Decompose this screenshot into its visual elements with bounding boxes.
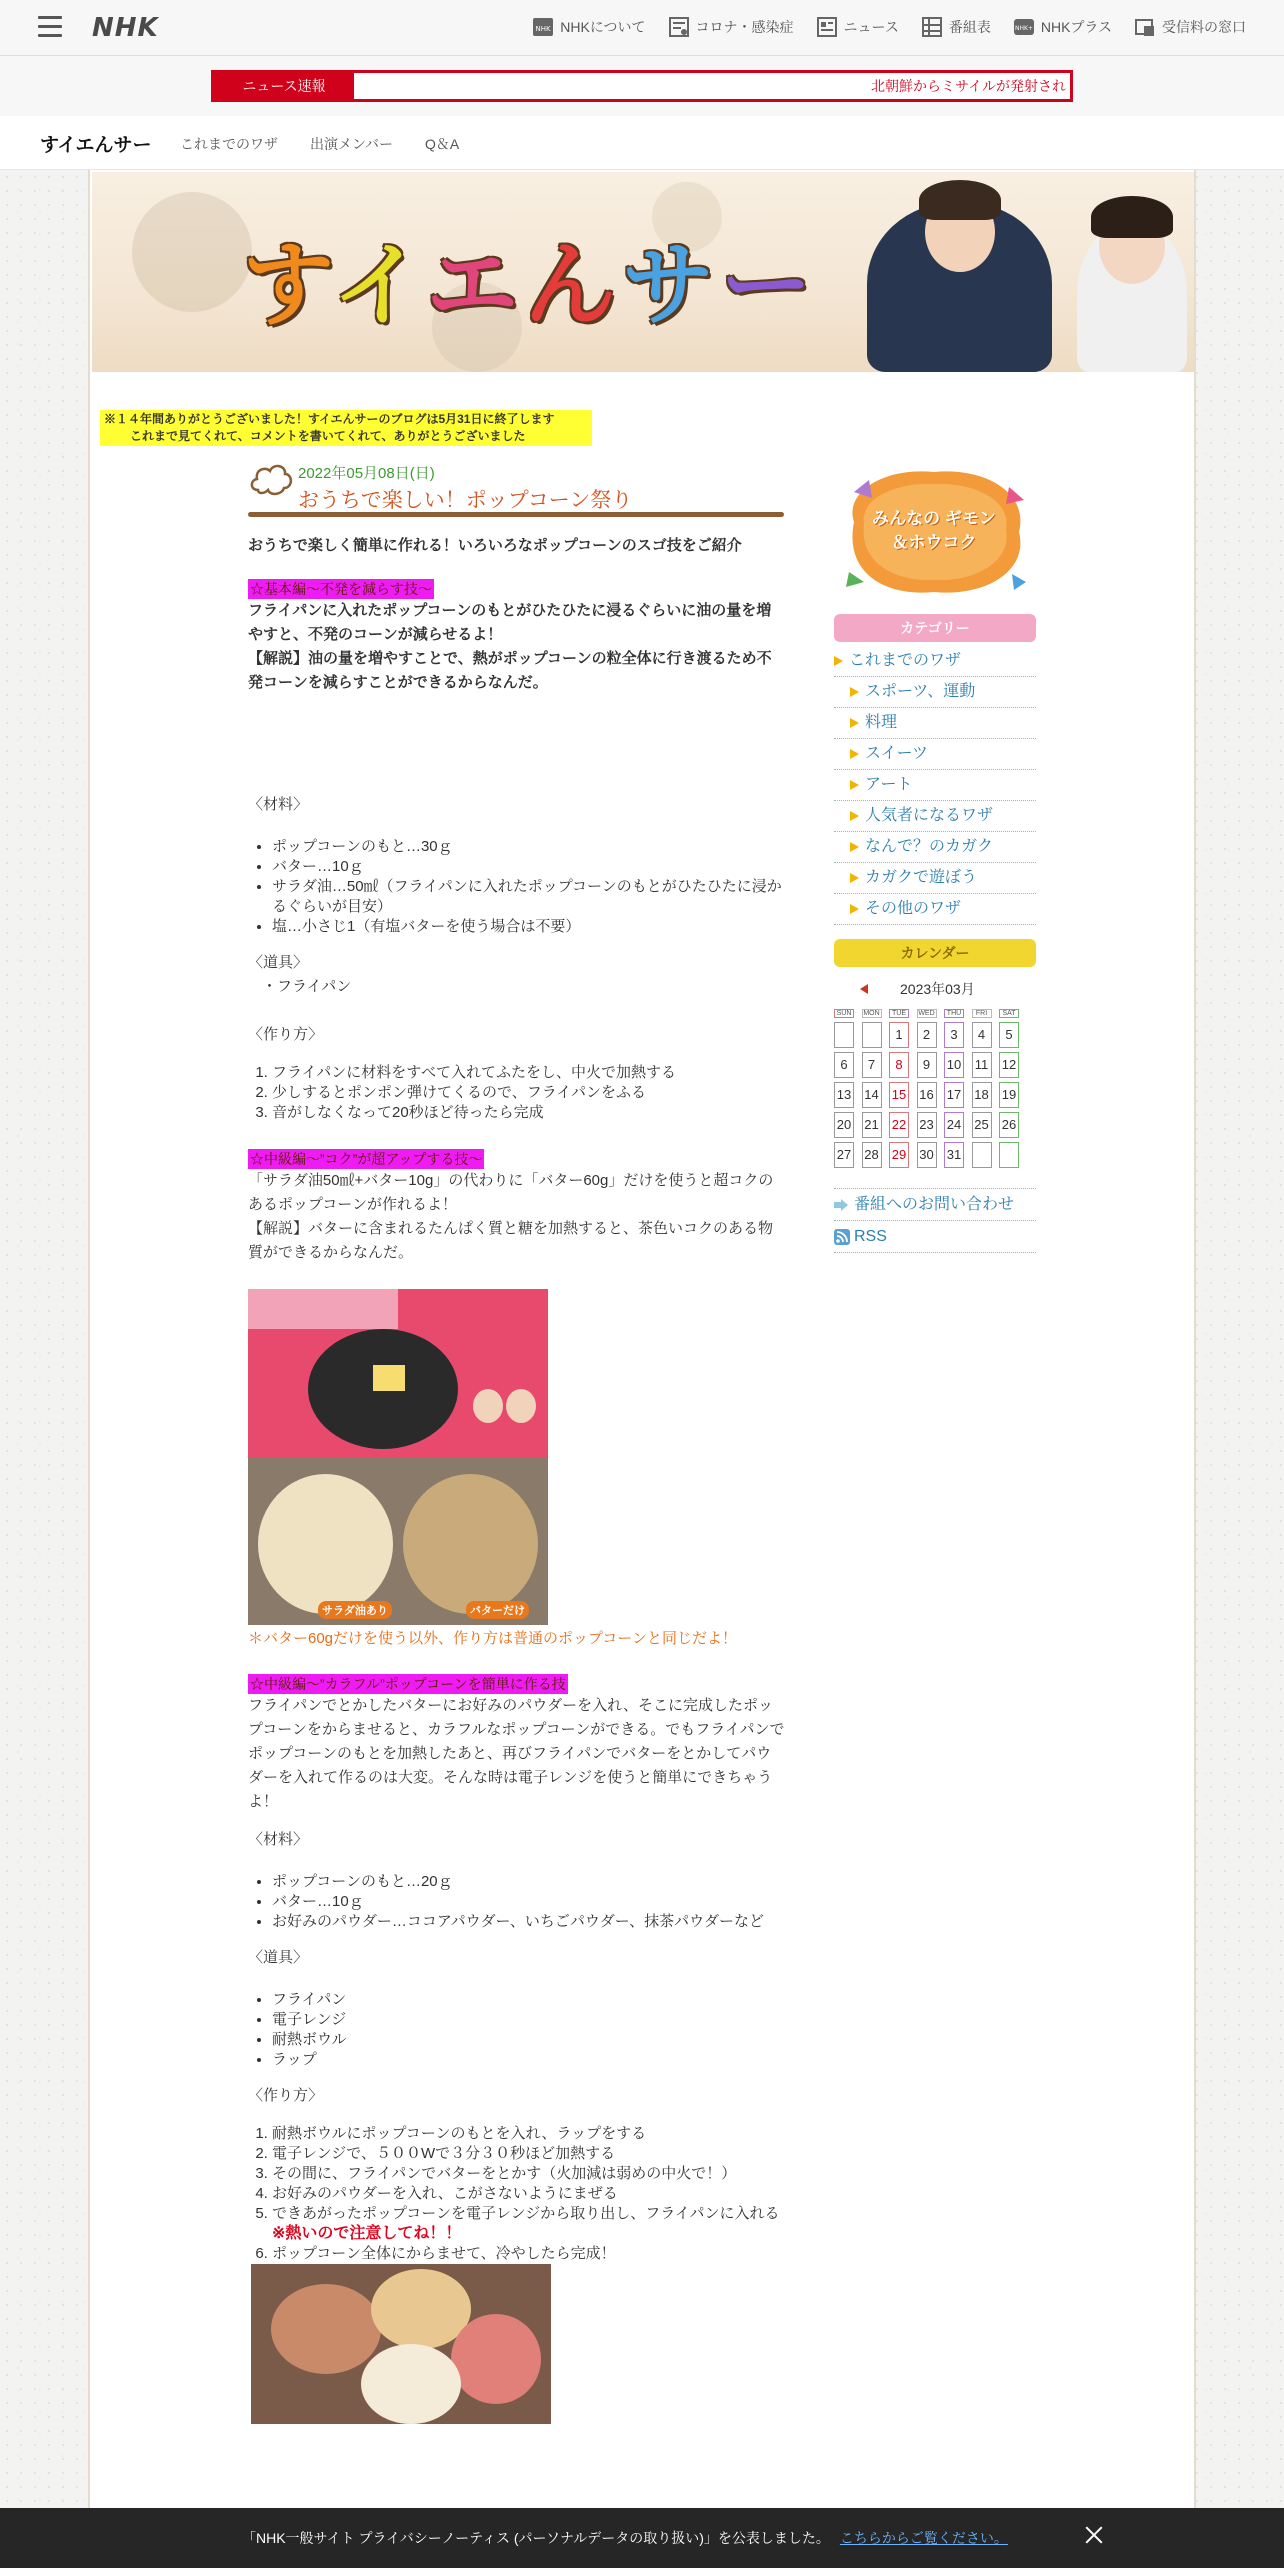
- calendar-day[interactable]: 29: [889, 1142, 909, 1168]
- calendar-day: [972, 1142, 992, 1168]
- calendar-day: [834, 1022, 854, 1048]
- list-item: 2. 電子レンジで、５００Wで３分３０秒ほど加熱する: [272, 2144, 786, 2164]
- nav-label: 番組表: [948, 19, 991, 35]
- calendar-day: 7: [862, 1052, 882, 1078]
- rss-link[interactable]: [834, 1221, 1036, 1253]
- category-item[interactable]: [834, 739, 1036, 770]
- list-item: 4. お好みのパウダーを入れ、こがさないようにまぜる: [272, 2184, 786, 2204]
- arrow-right-icon: [850, 842, 859, 852]
- warning-text: ※熱いので注意してね！！: [272, 2225, 462, 2242]
- section-heading: ☆中級編～”カラフル”ポップコーンを簡単に作る技: [250, 1676, 566, 1692]
- calendar-day[interactable]: 22: [889, 1112, 909, 1138]
- arrow-right-icon: [834, 1199, 848, 1211]
- news-icon: [816, 16, 838, 38]
- article-title[interactable]: おうちで楽しい！ポップコーン祭り: [298, 489, 633, 512]
- breaking-news-text[interactable]: 北朝鮮からミサイルが発射され: [870, 78, 1066, 94]
- category-item[interactable]: [834, 801, 1036, 832]
- banner-deco: [132, 192, 252, 312]
- notice-line: ※１４年間ありがとうございました！すイエんサーのブログは5月31日に終了します: [104, 412, 555, 426]
- breaking-news-label: ニュース速報: [214, 73, 354, 99]
- list-item: • サラダ油…50㎖（フライパンに入れたポップコーンのもとがひたひたに浸かるぐらいが目安）: [272, 877, 786, 917]
- photo-label: サラダ油あり: [318, 1601, 392, 1619]
- program-nav: [0, 116, 1284, 170]
- program-link-qa[interactable]: Q＆A: [425, 136, 460, 152]
- category-item[interactable]: [834, 770, 1036, 801]
- calendar-dow: WED: [918, 1010, 935, 1017]
- breaking-news-box[interactable]: [211, 70, 1073, 102]
- nav-corona[interactable]: [668, 16, 794, 38]
- contact-link-label: 番組へのお問い合わせ: [854, 1196, 1015, 1213]
- calendar-day: 19: [999, 1082, 1019, 1108]
- calendar-day[interactable]: 15: [889, 1082, 909, 1108]
- svg-text:NHK: NHK: [535, 25, 551, 33]
- calendar-day[interactable]: 1: [889, 1022, 909, 1048]
- nav-fee-window[interactable]: [1134, 16, 1246, 38]
- section-heading: ☆基本編～不発を減らす技～: [250, 581, 432, 597]
- privacy-notice-bar: [0, 2508, 1284, 2568]
- section-body: フライパンでとかしたバターにお好みのパウダーを入れ、そこに完成したポップコーンをからませると、カラフルなポップコーンができる。でもフライパンでポップコーンのもとを加熱したあと、再びフライパンでバターをとかしてパウダーを入れて作るのは大変。そんな時は電子レンジを使うと簡単にできちゃうよ！: [248, 1697, 785, 1810]
- materials-list: [248, 1872, 786, 1932]
- list-item: • バター…10ｇ: [272, 1892, 786, 1912]
- tools-label: 〈道具〉: [248, 954, 309, 971]
- colorful-popcorn-photo[interactable]: [251, 2264, 551, 2424]
- list-item: • ラップ: [272, 2050, 786, 2070]
- list-item: • ポップコーンのもと…30ｇ: [272, 837, 786, 857]
- category-item[interactable]: [834, 863, 1036, 894]
- program-link-waza[interactable]: これまでのワザ: [180, 136, 278, 152]
- calendar-day: 2: [917, 1022, 937, 1048]
- calendar-dow: THU: [944, 1009, 964, 1018]
- calendar-day: 6: [834, 1052, 854, 1078]
- contact-link[interactable]: [834, 1189, 1036, 1221]
- category-list: [834, 646, 1036, 925]
- tools-text: ・フライパン: [262, 978, 352, 995]
- article-lead: おうちで楽しく簡単に作れる！いろいろなポップコーンのスゴ技をご紹介: [248, 537, 742, 554]
- calendar-day: [999, 1142, 1019, 1168]
- calendar-day: [862, 1022, 882, 1048]
- svg-text:NHK+: NHK+: [1014, 25, 1033, 32]
- arrow-right-icon: [850, 811, 859, 821]
- nhk-logo[interactable]: NHK: [92, 13, 159, 43]
- calendar: [834, 977, 1034, 1168]
- category-label: これまでのワザ: [849, 652, 962, 669]
- nav-label: コロナ・感染症: [695, 19, 794, 35]
- close-icon[interactable]: [1083, 2524, 1105, 2546]
- category-label: スポーツ、運動: [865, 683, 976, 700]
- calendar-day: 13: [834, 1082, 854, 1108]
- list-item: 3. その間に、フライパンでバターをとかす（火加減は弱めの中火で！）: [272, 2164, 786, 2184]
- global-nav: [532, 16, 1246, 38]
- category-label: スイーツ: [865, 745, 929, 762]
- list-item: 3. 音がしなくなって20秒ほど待ったら完成: [272, 1103, 786, 1123]
- section-body: 「サラダ油50㎖+バター10g」の代わりに「バター60g」だけを使うと超コクのあるポップコーンが作れるよ！: [248, 1172, 774, 1213]
- list-item: • 塩…小さじ1（有塩バターを使う場合は不要）: [272, 917, 786, 937]
- calendar-dow: TUE: [889, 1009, 909, 1018]
- section-heading: ☆中級編～”コク”が超アップする技～: [250, 1151, 483, 1167]
- nav-nhk-plus[interactable]: [1013, 16, 1112, 38]
- rss-link-label: RSS: [854, 1228, 887, 1245]
- steps-label: 〈作り方〉: [248, 1026, 324, 1043]
- calendar-dow: SUN: [834, 1009, 854, 1018]
- nhk-plus-icon: [1013, 16, 1035, 38]
- photo-caption: ＊バター60gだけを使う以外、作り方は普通のポップコーンと同じだよ！: [248, 1630, 737, 1647]
- arrow-right-icon: [850, 687, 859, 697]
- materials-label: 〈材料〉: [248, 796, 309, 813]
- category-item[interactable]: [834, 832, 1036, 863]
- prev-month-icon[interactable]: [860, 984, 868, 994]
- calendar-day: 26: [999, 1112, 1019, 1138]
- list-item: 2. 少しするとポンポン弾けてくるので、フライパンをふる: [272, 1083, 786, 1103]
- nav-program-guide[interactable]: [921, 16, 991, 38]
- list-item: • ポップコーンのもと…20ｇ: [272, 1872, 786, 1892]
- sidebar-links: [834, 1188, 1036, 1253]
- category-heading: カテゴリー: [834, 614, 1036, 642]
- menu-icon[interactable]: [38, 16, 62, 38]
- calendar-day: 16: [917, 1082, 937, 1108]
- list-item: 1. 耐熱ボウルにポップコーンのもとを入れ、ラップをする: [272, 2124, 786, 2144]
- calendar-day: 12: [999, 1052, 1019, 1078]
- category-item[interactable]: [834, 646, 1036, 677]
- calendar-day: 30: [917, 1142, 937, 1168]
- list-item: 1. フライパンに材料をすべて入れてふたをし、中火で加熱する: [272, 1063, 786, 1083]
- cloud-icon: [248, 460, 294, 500]
- category-label: アート: [865, 776, 913, 793]
- program-link-members[interactable]: 出演メンバー: [310, 136, 394, 152]
- calendar-day: 5: [999, 1022, 1019, 1048]
- rss-icon: [834, 1229, 850, 1245]
- calendar-month: 2023年03月: [900, 981, 975, 997]
- step-text: できあがったポップコーンを電子レンジから取り出し、フライパンに入れる: [272, 2205, 780, 2222]
- calendar-grid: [834, 1009, 1034, 1168]
- category-label: カガクで遊ぼう: [865, 869, 978, 886]
- calendar-day[interactable]: 8: [889, 1052, 909, 1078]
- calendar-day: 18: [972, 1082, 992, 1108]
- calendar-day: 20: [834, 1112, 854, 1138]
- nav-label: NHKについて: [560, 19, 646, 35]
- calendar-day: 23: [917, 1112, 937, 1138]
- steps-label: 〈作り方〉: [248, 2087, 324, 2104]
- gimon-label: みんなの ギモン＆ホウコク: [872, 509, 996, 552]
- list-item: • 耐熱ボウル: [272, 2030, 786, 2050]
- nhk-about-icon: [532, 16, 554, 38]
- calendar-day: 21: [862, 1112, 882, 1138]
- category-label: 料理: [865, 714, 898, 731]
- program-links: [180, 134, 459, 154]
- category-label: その他のワザ: [865, 900, 962, 917]
- arrow-right-icon: [850, 873, 859, 883]
- nav-label: NHKプラス: [1040, 19, 1112, 35]
- calendar-dow: MON: [863, 1010, 880, 1017]
- calendar-day: 3: [944, 1022, 964, 1048]
- list-item: • フライパン: [272, 1990, 786, 2010]
- nav-news[interactable]: [816, 16, 899, 38]
- privacy-notice-link[interactable]: こちらからご覧ください。: [839, 2530, 1008, 2546]
- calendar-day: 24: [944, 1112, 964, 1138]
- arrow-right-icon: [850, 904, 859, 914]
- program-title[interactable]: すイエんサー: [40, 135, 152, 156]
- section-explain: 【解説】バターに含まれるたんぱく質と糖を加熱すると、茶色いコクのある物質ができるからなんだ。: [248, 1220, 774, 1261]
- butter-popcorn-photo[interactable]: [248, 1289, 548, 1625]
- calendar-day: 31: [944, 1142, 964, 1168]
- nav-nhk-about[interactable]: [532, 16, 645, 38]
- host-photo-left: [867, 202, 1052, 372]
- category-label: なんで？のカガク: [865, 838, 994, 855]
- fee-window-icon: [1134, 16, 1156, 38]
- category-item[interactable]: [834, 677, 1036, 708]
- calendar-day: 4: [972, 1022, 992, 1048]
- notice-line: これまで見てくれて、コメントを書いてくれて、ありがとうございました: [130, 429, 526, 443]
- arrow-right-icon: [850, 780, 859, 790]
- corona-icon: [668, 16, 690, 38]
- nav-label: 受信料の窓口: [1162, 19, 1246, 35]
- section-explain: 【解説】油の量を増やすことで、熱がポップコーンの粒全体に行き渡るため不発コーンを減らすことができるからなんだ。: [248, 650, 772, 691]
- host-photo-right: [1077, 222, 1187, 372]
- calendar-day: 28: [862, 1142, 882, 1168]
- calendar-day: 9: [917, 1052, 937, 1078]
- calendar-heading: カレンダー: [834, 939, 1036, 967]
- title-underline: [248, 512, 784, 517]
- list-item: 6. ポップコーン全体にからませて、冷やしたら完成！: [272, 2244, 786, 2264]
- privacy-notice-text: 「NHK一般サイト プライバシーノーティス (パーソナルデータの取り扱い)」を公表しました。: [242, 2530, 830, 2546]
- tools-list: [248, 1990, 786, 2070]
- steps-list: [248, 2124, 786, 2264]
- list-item: • 電子レンジ: [272, 2010, 786, 2030]
- breaking-news-bar: [0, 56, 1284, 116]
- list-item: [272, 2204, 786, 2244]
- article-date: 2022年05月08日(日): [298, 465, 435, 482]
- photo-label: バターだけ: [466, 1601, 529, 1619]
- article-header: [248, 456, 786, 516]
- arrow-right-icon: [834, 656, 843, 666]
- calendar-nav: [834, 977, 1034, 1001]
- banner-title: すイエんサー: [242, 232, 819, 339]
- calendar-dow: FRI: [972, 1009, 992, 1018]
- gimon-houkoku-banner[interactable]: [834, 462, 1034, 602]
- calendar-day: 11: [972, 1052, 992, 1078]
- calendar-day: 17: [944, 1082, 964, 1108]
- blog-article: [248, 456, 786, 2424]
- nav-label: ニュース: [843, 19, 899, 35]
- category-item[interactable]: [834, 894, 1036, 925]
- tools-label: 〈道具〉: [248, 1949, 309, 1966]
- calendar-day: 27: [834, 1142, 854, 1168]
- section-body: フライパンに入れたポップコーンのもとがひたひたに浸るぐらいに油の量を増やすと、不発のコーンが減らせるよ！: [248, 602, 772, 643]
- sidebar: [834, 462, 1036, 1253]
- materials-list: [248, 837, 786, 937]
- calendar-day: 10: [944, 1052, 964, 1078]
- arrow-right-icon: [850, 718, 859, 728]
- calendar-day: 14: [862, 1082, 882, 1108]
- program-guide-icon: [921, 16, 943, 38]
- calendar-dow: SAT: [999, 1009, 1019, 1018]
- category-label: 人気者になるワザ: [865, 807, 994, 824]
- list-item: • お好みのパウダー…ココアパウダー、いちごパウダー、抹茶パウダーなど: [272, 1912, 786, 1932]
- blog-end-notice: [100, 410, 592, 446]
- arrow-right-icon: [850, 749, 859, 759]
- materials-label: 〈材料〉: [248, 1831, 309, 1848]
- list-item: • バター…10ｇ: [272, 857, 786, 877]
- privacy-notice: [242, 2528, 1008, 2548]
- category-item[interactable]: [834, 708, 1036, 739]
- calendar-day: 25: [972, 1112, 992, 1138]
- steps-list: [248, 1063, 786, 1123]
- global-header: [0, 0, 1284, 56]
- program-banner[interactable]: [92, 172, 1194, 372]
